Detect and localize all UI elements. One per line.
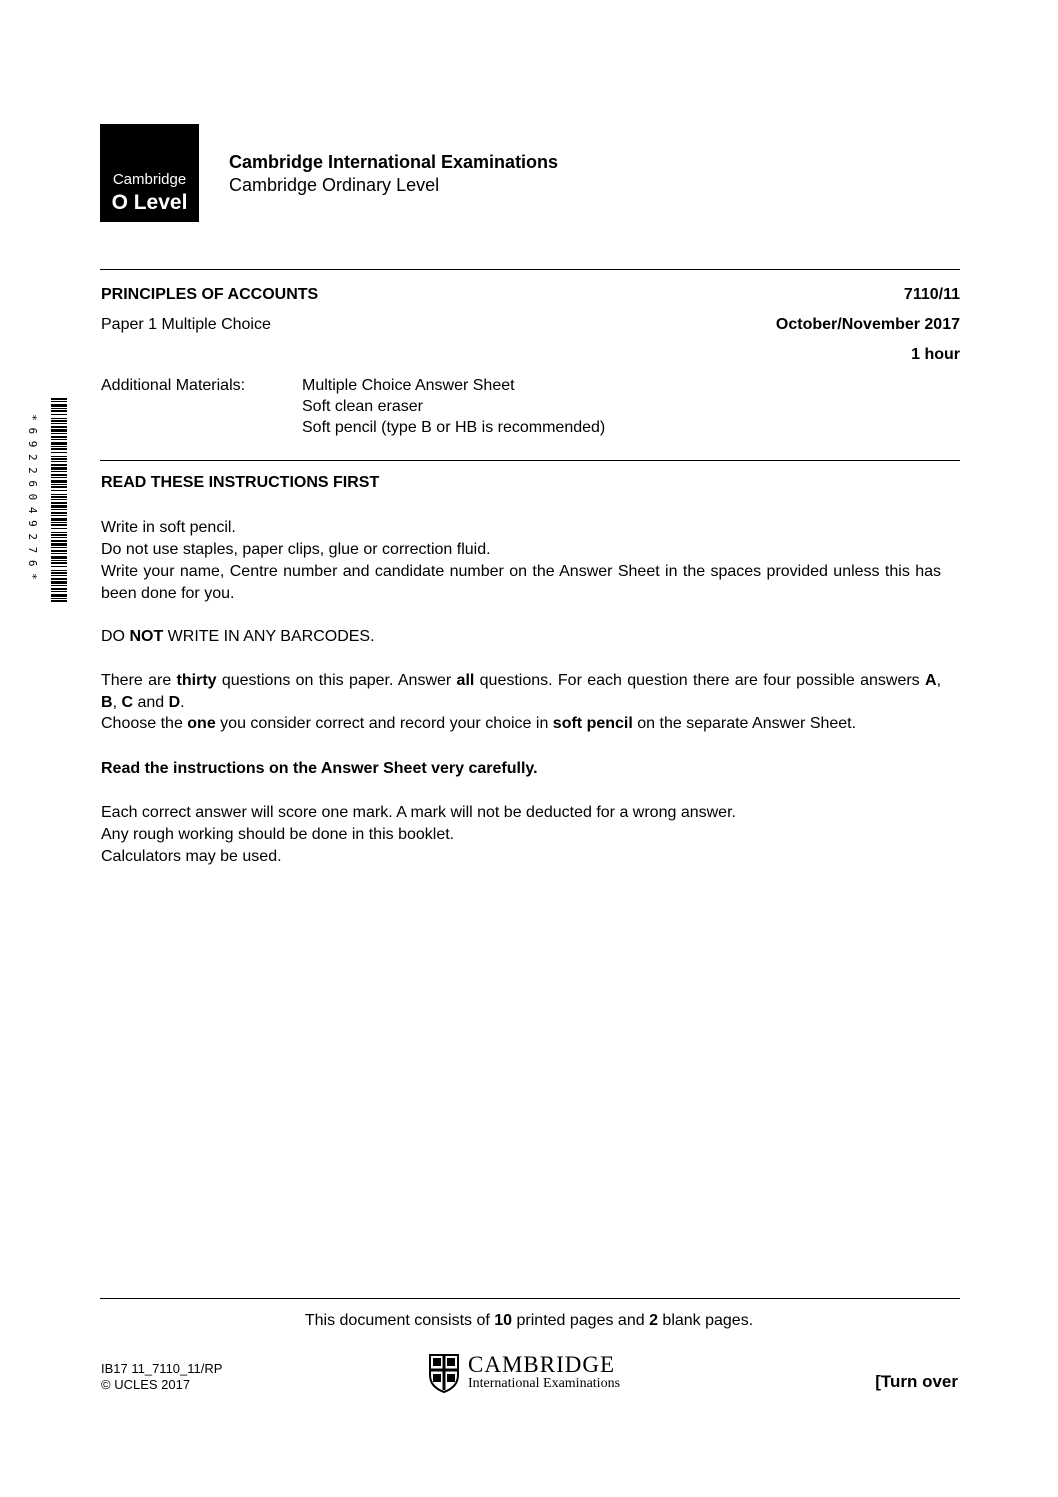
instruction-line: Write your name, Centre number and candidate number on the Answer Sheet in the spaces provided unless this has been done for you.	[101, 563, 941, 602]
top-rule	[100, 269, 960, 270]
materials-item-3: Soft pencil (type B or HB is recommended)	[302, 419, 606, 436]
materials-item-2: Soft clean eraser	[302, 398, 423, 415]
paper-code: 7110/11	[903, 286, 960, 303]
cambridge-wordmark: CAMBRIDGE	[468, 1352, 616, 1377]
copyright: © UCLES 2017	[101, 1377, 191, 1392]
barcode-digits: * 6 9 2 2 6 0 4 9 2 7 6 *	[26, 414, 39, 580]
instruction-line: Each correct answer will score one mark. A mark will not be deducted for a wrong answer.	[101, 804, 736, 821]
materials-label: Additional Materials:	[101, 377, 246, 394]
questions-instruction: There are thirty questions on this paper. Answer all questions. For each question there are four possible answers A, B, C and D.	[101, 672, 942, 711]
subject-title: PRINCIPLES OF ACCOUNTS	[101, 286, 319, 303]
logo-line1: Cambridge	[112, 171, 187, 188]
document-ref: IB17 11_7110_11/RP	[101, 1361, 223, 1376]
middle-rule	[100, 460, 960, 461]
footer-rule	[100, 1298, 960, 1299]
cambridge-subtitle: International Examinations	[468, 1376, 621, 1391]
cambridge-logo	[428, 1352, 638, 1394]
page-count-note: This document consists of 10 printed pages and 2 blank pages.	[304, 1312, 754, 1329]
cambridge-o-level-logo	[100, 124, 199, 222]
instruction-line: Calculators may be used.	[101, 848, 282, 865]
turn-over: [Turn over	[875, 1372, 958, 1391]
materials-item-1: Multiple Choice Answer Sheet	[302, 377, 515, 394]
paper-name: Paper 1 Multiple Choice	[101, 316, 271, 333]
instructions-block-1	[101, 517, 941, 605]
exam-duration: 1 hour	[911, 346, 960, 363]
exam-session: October/November 2017	[775, 316, 960, 333]
answer-sheet-note: Read the instructions on the Answer Sheet very carefully.	[101, 760, 538, 777]
crest-icon	[428, 1353, 460, 1393]
instruction-line: Do not use staples, paper clips, glue or correction fluid.	[101, 541, 491, 558]
instructions-block-3	[101, 802, 941, 868]
instruction-line: Write in soft pencil.	[101, 519, 236, 536]
choose-instruction: Choose the one you consider correct and record your choice in soft pencil on the separate Answer Sheet.	[101, 715, 857, 732]
instructions-heading: READ THESE INSTRUCTIONS FIRST	[101, 474, 380, 491]
exam-level: Cambridge Ordinary Level	[229, 175, 440, 195]
footer-reference	[101, 1361, 222, 1393]
barcode-warning: DO NOT WRITE IN ANY BARCODES.	[101, 628, 375, 645]
instruction-line: Any rough working should be done in this booklet.	[101, 826, 455, 843]
logo-line2: O Level	[111, 191, 188, 214]
exam-board-name: Cambridge International Examinations	[229, 152, 559, 172]
